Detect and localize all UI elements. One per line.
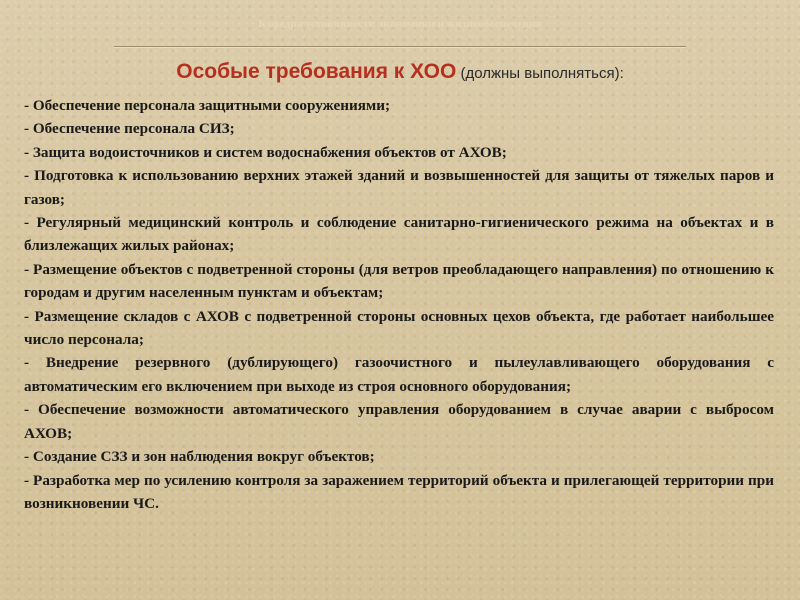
list-item: - Размещение складов с АХОВ с подветренной стороны основных цехов объекта, где работает наибольшее число персонала;	[24, 307, 774, 349]
page-title	[0, 60, 800, 84]
list-item: - Создание СЗЗ и зон наблюдения вокруг объектов;	[24, 448, 375, 466]
title-subtitle: (должны выполняться):	[456, 65, 624, 82]
list-item: - Обеспечение персонала защитными сооружениями;	[24, 97, 391, 114]
list-item: - Подготовка к использованию верхних этажей зданий и возвышенностей для защиты от тяжелых паров и газов;	[24, 167, 774, 208]
header-divider	[114, 46, 686, 47]
list-item: - Размещение объектов с подветренной стороны (для ветров преобладающего направления) по отношению к городам и другим населенным пунктам и объектам;	[24, 260, 774, 302]
requirements-list	[24, 94, 774, 515]
list-item: - Регулярный медицинский контроль и соблюдение санитарно-гигиенического режима на объектах и в близлежащих жилых районах;	[24, 214, 774, 255]
header-text: Кафедра устойчивости экономики и жизнеобеспечения	[258, 18, 542, 30]
list-item: - Внедрение резервного (дублирующего) газоочистного и пылеулавливающего оборудования с автоматическим его включением при выходе из строя основного оборудования;	[24, 354, 774, 395]
list-item: - Обеспечение возможности автоматического управления оборудованием в случае аварии с выбросом АХОВ;	[24, 401, 774, 442]
list-item: - Защита водоисточников и систем водоснабжения объектов от АХОВ;	[24, 143, 507, 161]
list-item: - Разработка мер по усилению контроля за заражением территорий объекта и прилегающей территории при возникновении ЧС.	[24, 471, 774, 512]
title-main: Особые требования к ХОО	[176, 60, 457, 83]
list-item: - Обеспечение персонала СИЗ;	[24, 120, 235, 138]
